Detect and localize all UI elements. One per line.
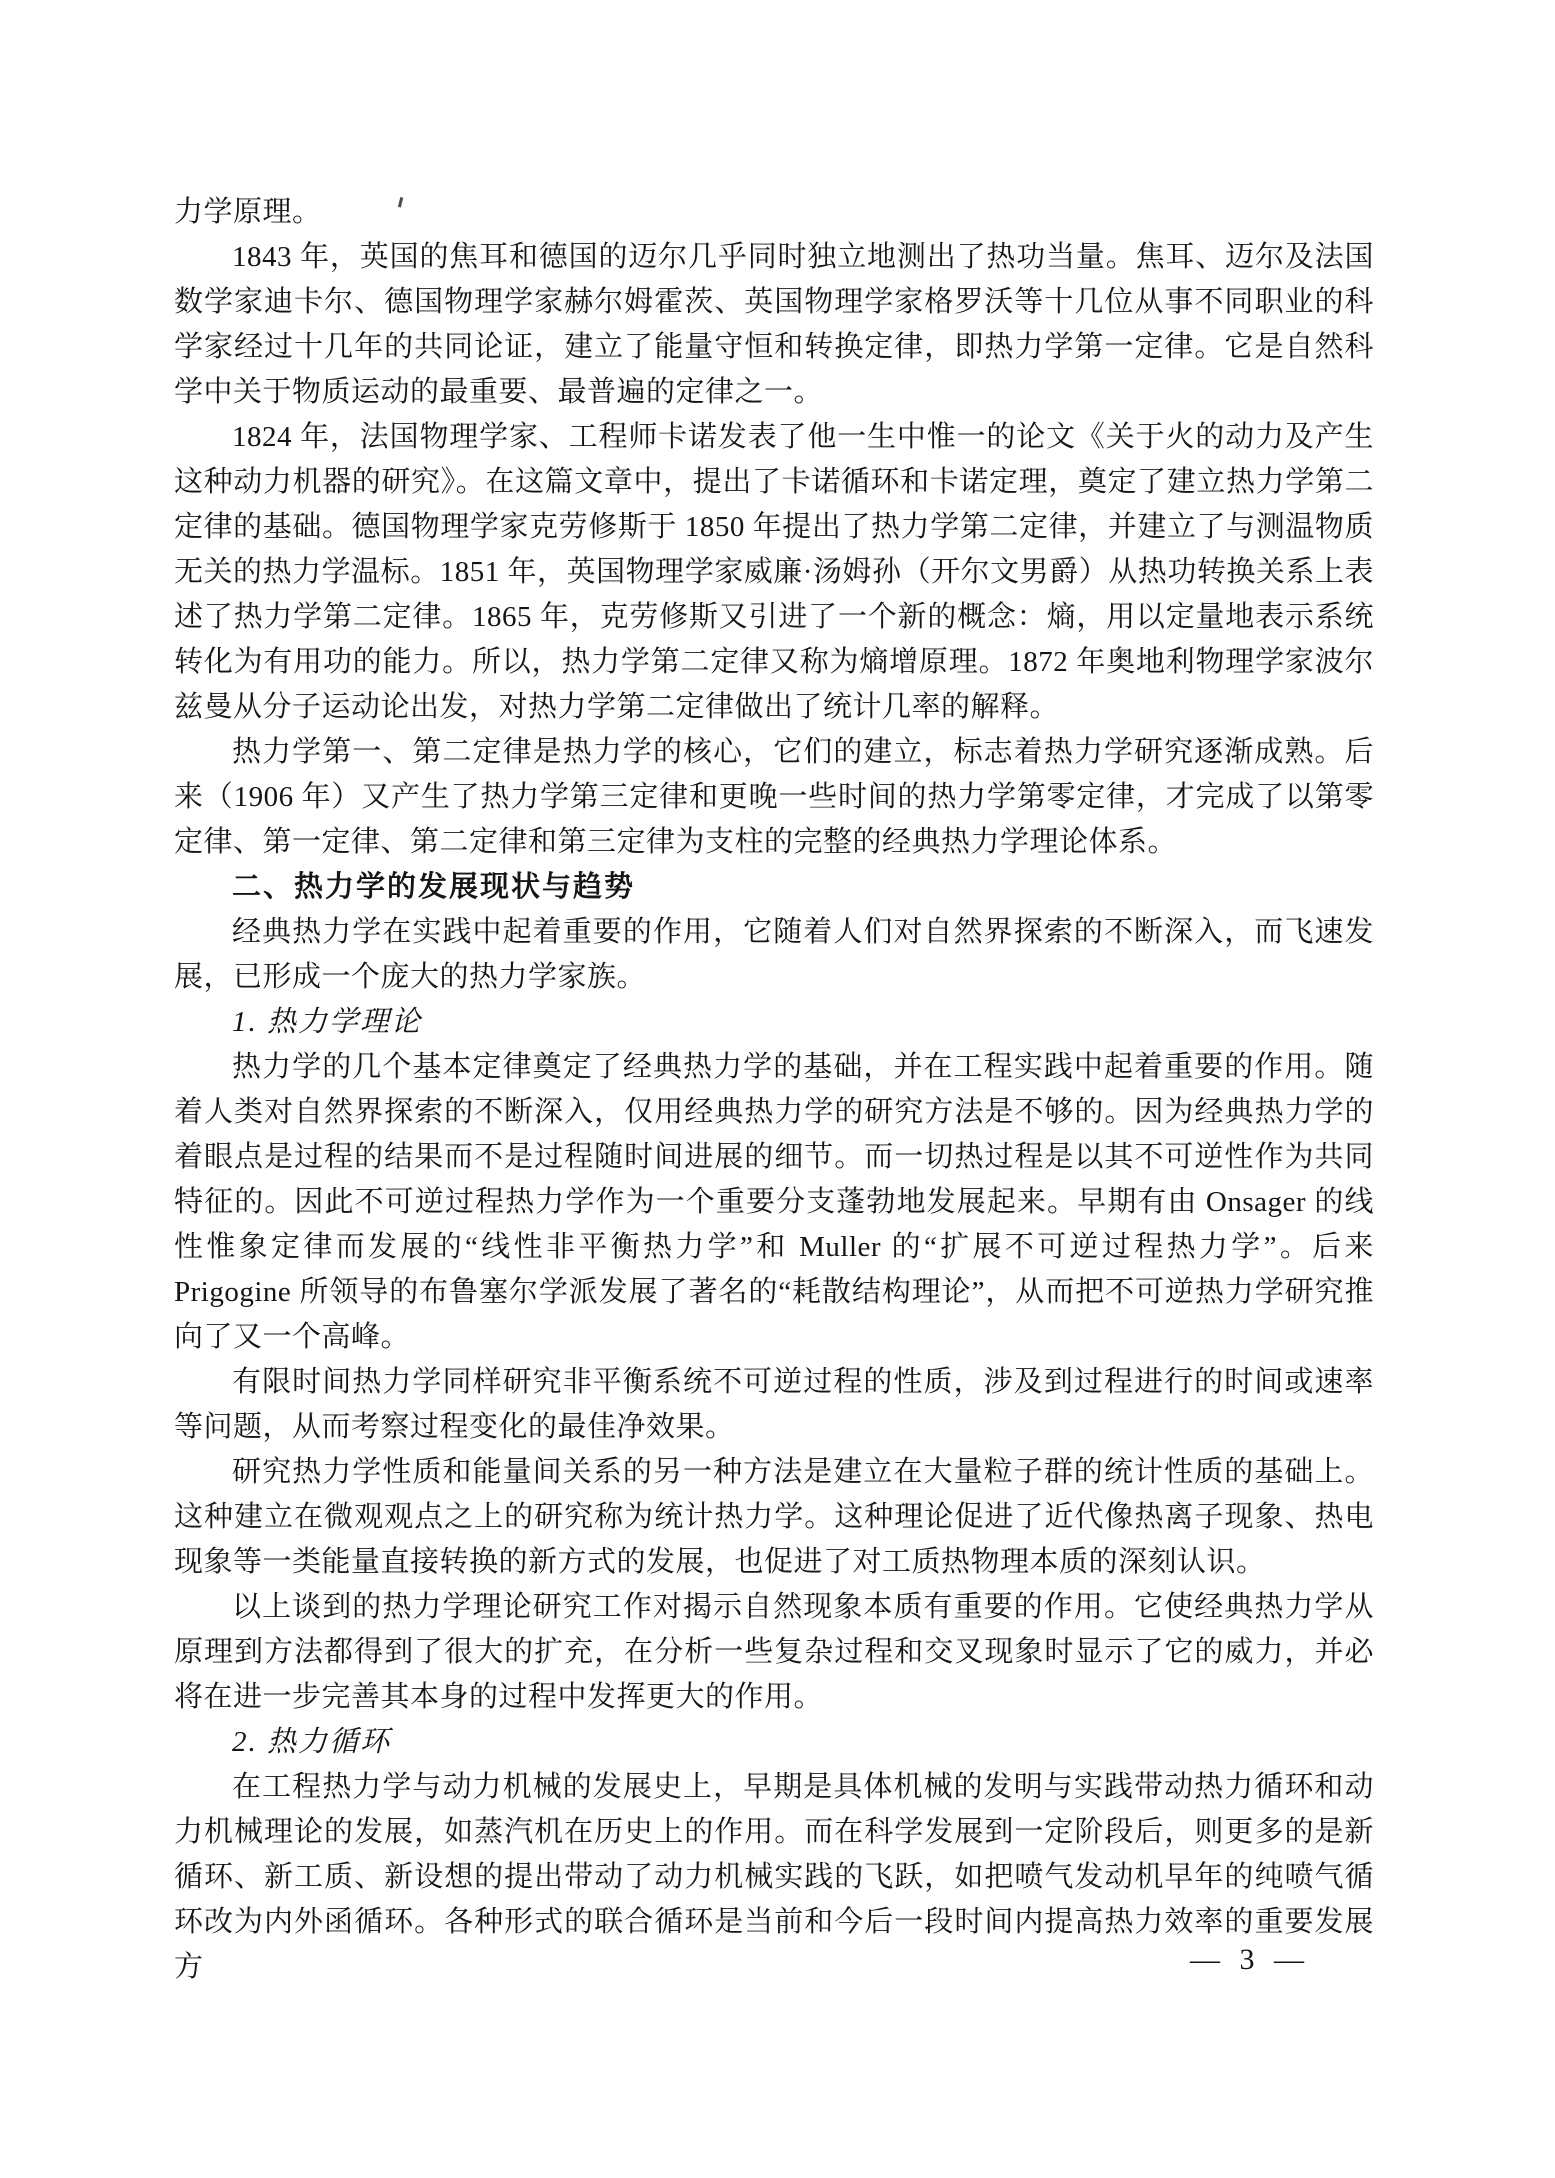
paragraph: 热力学的几个基本定律奠定了经典热力学的基础，并在工程实践中起着重要的作用。随着人类对自然界探索的不断深入，仅用经典热力学的研究方法是不够的。因为经典热力学的着眼点是过程的结果而不是过程随时间进展的细节。而一切热过程是以其不可逆性作为共同特征的。因此不可逆过程热力学作为一个重要分支蓬勃地发展起来。早期有由 Onsager 的线性惟象定律而发展的“线性非平衡热力学”和 Muller 的“扩展不可逆过程热力学”。后来 Prigogine 所领导的布鲁塞尔学派发展了著名的“耗散结构理论”，从而把不可逆热力学研究推向了又一个高峰。 xyxy=(174,1051,1374,1353)
paragraph: 以上谈到的热力学理论研究工作对揭示自然现象本质有重要的作用。它使经典热力学从原理到方法都得到了很大的扩充，在分析一些复杂过程和交叉现象时显示了它的威力，并必将在进一步完善其本身的过程中发挥更大的作用。 xyxy=(174,1591,1374,1713)
paragraph: 经典热力学在实践中起着重要的作用，它随着人们对自然界探索的不断深入，而飞速发展，已形成一个庞大的热力学家族。 xyxy=(174,916,1374,993)
paragraph: 有限时间热力学同样研究非平衡系统不可逆过程的性质，涉及到过程进行的时间或速率等问题，从而考察过程变化的最佳净效果。 xyxy=(174,1366,1374,1443)
paragraph: 在工程热力学与动力机械的发展史上，早期是具体机械的发明与实践带动热力循环和动力机械理论的发展，如蒸汽机在历史上的作用。而在科学发展到一定阶段后，则更多的是新循环、新工质、新设想的提出带动了动力机械实践的飞跃，如把喷气发动机早年的纯喷气循环改为内外函循环。各种形式的联合循环是当前和今后一段时间内提高热力效率的重要发展方 xyxy=(174,1771,1374,1983)
paragraph-continuation: 力学原理。 xyxy=(174,196,322,228)
sub-heading: 2. 热力循环 xyxy=(232,1726,392,1758)
paragraph: 1843 年，英国的焦耳和德国的迈尔几乎同时独立地测出了热功当量。焦耳、迈尔及法国数学家迪卡尔、德国物理学家赫尔姆霍茨、英国物理学家格罗沃等十几位从事不同职业的科学家经过十几年的共同论证，建立了能量守恒和转换定律，即热力学第一定律。它是自然科学中关于物质运动的最重要、最普遍的定律之一。 xyxy=(174,241,1374,408)
section-heading: 二、热力学的发展现状与趋势 xyxy=(232,871,636,903)
paragraph: 1824 年，法国物理学家、工程师卡诺发表了他一生中惟一的论文《关于火的动力及产生这种动力机器的研究》。在这篇文章中，提出了卡诺循环和卡诺定理，奠定了建立热力学第二定律的基础。德国物理学家克劳修斯于 1850 年提出了热力学第二定律，并建立了与测温物质无关的热力学温标。1851 年，英国物理学家威廉·汤姆孙（开尔文男爵）从热功转换关系上表述了热力学第二定律。1865 年，克劳修斯又引进了一个新的概念：熵，用以定量地表示系统转化为有用功的能力。所以，热力学第二定律又称为熵增原理。1872 年奥地利物理学家波尔兹曼从分子运动论出发，对热力学第二定律做出了统计几率的解释。 xyxy=(174,421,1374,723)
page-text-column xyxy=(174,190,1374,1990)
page-number: — 3 — xyxy=(1190,1943,1310,1976)
paragraph: 热力学第一、第二定律是热力学的核心，它们的建立，标志着热力学研究逐渐成熟。后来（1906 年）又产生了热力学第三定律和更晚一些时间的热力学第零定律，才完成了以第零定律、第一定律、第二定律和第三定律为支柱的完整的经典热力学理论体系。 xyxy=(174,736,1374,858)
sub-heading: 1. 热力学理论 xyxy=(232,1006,423,1038)
paragraph: 研究热力学性质和能量间关系的另一种方法是建立在大量粒子群的统计性质的基础上。这种建立在微观观点之上的研究称为统计热力学。这种理论促进了近代像热离子现象、热电现象等一类能量直接转换的新方式的发展，也促进了对工质热物理本质的深刻认识。 xyxy=(174,1456,1374,1578)
